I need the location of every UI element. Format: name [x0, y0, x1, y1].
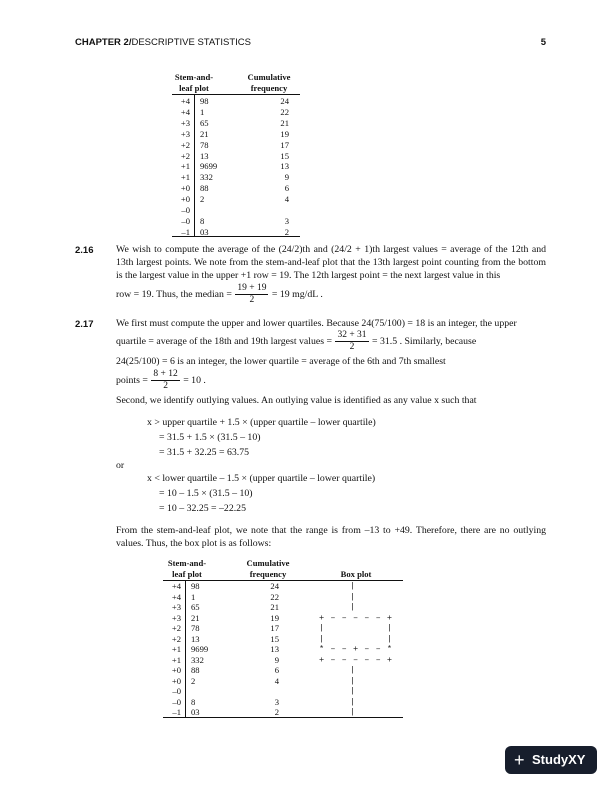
boxplot-cell: * – – + – – *: [319, 644, 393, 654]
stem-cell: +1: [180, 172, 190, 183]
leaf-cell: 13: [200, 150, 209, 161]
leaf-cell: 13: [191, 633, 200, 644]
paragraph-range: From the stem-and-leaf plot, we note that the range is from –13 to +49. Therefore, there are no outlying values. Thus, the box plot is as follows:: [116, 525, 546, 549]
stem-cell: –0: [172, 696, 181, 707]
frequency-cell: 19: [270, 612, 279, 623]
boxplot-cell: |: [350, 581, 356, 591]
stem-cell: +0: [171, 675, 181, 686]
frequency-cell: 3: [274, 696, 279, 707]
col-header-box-plot: Box plot: [340, 568, 372, 579]
frequency-cell: 21: [280, 117, 289, 128]
frequency-cell: 24: [280, 96, 289, 106]
table-row: [172, 183, 302, 194]
table-row: [163, 613, 403, 624]
stem-cell: +0: [180, 194, 190, 205]
boxplot-cell: |: [350, 591, 356, 602]
table-row: [172, 172, 302, 183]
leaf-cell: 21: [200, 128, 209, 139]
leaf-cell: 78: [200, 139, 209, 150]
leaf-cell: 88: [191, 665, 200, 675]
stem-cell: +3: [180, 117, 190, 128]
line-quartiles-intro: We first must compute the upper and lower quartiles. Because 24(75/100) = 18 is an integer, the upper: [116, 318, 517, 329]
stem-cell: –0: [181, 215, 190, 226]
stem-cell: +2: [171, 633, 181, 644]
frequency-cell: 15: [280, 150, 289, 161]
frequency-cell: 22: [280, 106, 289, 117]
paragraph-2-16: We wish to compute the average of the (24/2)th and (24/2 + 1)th largest values = average of the 12th and 13th largest points. We note from the stem-and-leaf plot that the 13th largest point counting from the bottom is the largest value in the upper +1 row = 19. The 12th largest point = the next largest value in this: [116, 244, 546, 281]
boxplot-cell: |: [350, 707, 356, 717]
leaf-cell: 03: [191, 707, 200, 717]
leaf-cell: 03: [200, 226, 209, 237]
frequency-cell: 13: [280, 161, 289, 172]
eq-lower-2: = 10 – 1.5 × (31.5 – 10): [159, 488, 253, 499]
line-upper-quartile: quartile = average of the 18th and 19th largest values = $\frac{32 + 31}{2}$ = 31.5 . Similarly, because: [116, 330, 477, 352]
boxplot-cell: |: [350, 675, 356, 686]
frequency-cell: 17: [270, 623, 279, 633]
stem-cell: +4: [171, 591, 181, 602]
table-row: [172, 216, 302, 227]
stem-cell: +3: [171, 612, 181, 623]
leaf-cell: 9699: [200, 161, 218, 172]
stem-cell: –0: [181, 205, 190, 215]
table-row: [163, 707, 403, 718]
col-header-frequency: Cumulative frequency: [247, 72, 291, 93]
eq-upper-3: = 31.5 + 32.25 = 63.75: [159, 447, 250, 458]
upper-quartile-fraction: $\frac{32 + 31}{2}$: [337, 330, 367, 352]
leaf-cell: 8: [191, 696, 196, 707]
boxplot-cell: |: [350, 602, 356, 612]
table-row: [172, 129, 302, 140]
frequency-cell: 22: [270, 591, 279, 602]
stem-leaf-table-1: [172, 72, 302, 237]
header-rule: [172, 94, 300, 95]
stem-cell: –0: [172, 686, 181, 696]
leaf-cell: 21: [191, 612, 200, 623]
eq-lower-1: x < lower quartile – 1.5 × (upper quartile – lower quartile): [147, 473, 376, 484]
line-lower-quartile: 24(25/100) = 6 is an integer, the lower quartile = average of the 6th and 7th smallest: [116, 356, 446, 367]
median-equation: row = 19. Thus, the median = $\frac{19 + 19}{2}$ = 19 mg/dL .: [116, 283, 323, 305]
stem-cell: +0: [171, 665, 181, 675]
frequency-cell: 6: [284, 183, 289, 194]
eq-lower-3: = 10 – 32.25 = –22.25: [159, 503, 246, 514]
col-header-stem: Stem-and- leaf plot: [167, 558, 207, 579]
stem-cell: +3: [171, 602, 181, 612]
table-row: [172, 118, 302, 129]
median-fraction: $\frac{19 + 19}{2}$: [237, 283, 267, 305]
boxplot-cell: |: [350, 665, 356, 675]
table-row: [163, 634, 403, 645]
boxplot-cell: | |: [319, 623, 393, 633]
col-header-frequency: Cumulative frequency: [246, 558, 290, 579]
plus-icon: +: [514, 750, 525, 770]
or-word: or: [116, 460, 125, 471]
table-row: [172, 227, 302, 238]
boxplot-cell: |: [350, 686, 356, 696]
stem-cell: +2: [180, 150, 190, 161]
leaf-cell: 88: [200, 183, 209, 194]
stem-cell: +0: [180, 183, 190, 194]
stem-cell: +1: [171, 644, 181, 654]
stem-cell: +4: [180, 106, 190, 117]
table-row: [163, 676, 403, 687]
table-row: [172, 96, 302, 107]
table-row: [163, 697, 403, 708]
frequency-cell: 9: [274, 654, 279, 665]
boxplot-cell: |: [350, 696, 356, 707]
frequency-cell: 6: [274, 665, 279, 675]
stem-cell: +4: [180, 96, 190, 106]
eq-upper-1: x > upper quartile + 1.5 × (upper quartile – lower quartile): [147, 417, 376, 428]
leaf-cell: 78: [191, 623, 200, 633]
stem-cell: +1: [171, 654, 181, 665]
table-row: [163, 623, 403, 634]
leaf-cell: 1: [200, 106, 205, 117]
frequency-cell: 4: [274, 675, 279, 686]
frequency-cell: 15: [270, 633, 279, 644]
leaf-cell: 98: [191, 581, 200, 591]
table-row: [172, 151, 302, 162]
eq-upper-2: = 31.5 + 1.5 × (31.5 – 10): [159, 432, 261, 443]
frequency-cell: 17: [280, 139, 289, 150]
leaf-cell: 332: [191, 654, 204, 665]
frequency-cell: 4: [284, 194, 289, 205]
leaf-cell: 65: [200, 117, 209, 128]
stem-cell: +2: [180, 139, 190, 150]
frequency-cell: 2: [284, 226, 289, 237]
section-number-2-16: 2.16: [75, 245, 94, 256]
leaf-cell: 98: [200, 96, 209, 106]
table-row: [163, 581, 403, 592]
stem-cell: –1: [172, 707, 181, 717]
table-row: [163, 686, 403, 697]
boxplot-cell: + – – – – – +: [319, 654, 393, 665]
boxplot-cell: | |: [319, 633, 393, 644]
table-row: [163, 665, 403, 676]
leaf-cell: 9699: [191, 644, 209, 654]
stem-cell: +4: [171, 581, 181, 591]
leaf-cell: 1: [191, 591, 196, 602]
page-header: [75, 37, 546, 51]
lower-quartile-fraction: $\frac{8 + 12}{2}$: [153, 369, 178, 391]
line-points: points = $\frac{8 + 12}{2}$ = 10 .: [116, 369, 206, 391]
leaf-cell: 2: [191, 675, 196, 686]
stem-cell: +3: [180, 128, 190, 139]
stem-leaf-boxplot-table: [163, 558, 403, 718]
frequency-cell: 2: [274, 707, 279, 717]
stem-cell: +2: [171, 623, 181, 633]
table-row: [172, 194, 302, 205]
line-outlier-definition: Second, we identify outlying values. An outlying value is identified as any value x such that: [116, 395, 477, 406]
stem-cell: +1: [180, 161, 190, 172]
page-number: 5: [540, 37, 546, 48]
frequency-cell: 19: [280, 128, 289, 139]
frequency-cell: 3: [284, 215, 289, 226]
section-number-2-17: 2.17: [75, 319, 94, 330]
frequency-cell: 9: [284, 172, 289, 183]
brand-name: StudyXY: [532, 752, 586, 767]
boxplot-cell: + – – – – – +: [319, 612, 393, 623]
leaf-cell: 65: [191, 602, 200, 612]
table-row: [172, 161, 302, 172]
leaf-cell: 2: [200, 194, 205, 205]
leaf-cell: 8: [200, 215, 205, 226]
frequency-cell: 21: [270, 602, 279, 612]
table-row: [163, 602, 403, 613]
table-row: [163, 655, 403, 666]
table-row: [172, 107, 302, 118]
col-header-stem: Stem-and- leaf plot: [174, 72, 214, 93]
table-row: [163, 592, 403, 603]
frequency-cell: 24: [270, 581, 279, 591]
leaf-cell: 332: [200, 172, 213, 183]
chapter-title: CHAPTER 2/DESCRIPTIVE STATISTICS: [75, 37, 251, 48]
table-row: [172, 205, 302, 216]
stem-cell: –1: [181, 226, 190, 237]
table-row: [172, 140, 302, 151]
table-row: [163, 644, 403, 655]
studyxy-logo-badge[interactable]: [505, 746, 597, 774]
frequency-cell: 13: [270, 644, 279, 654]
